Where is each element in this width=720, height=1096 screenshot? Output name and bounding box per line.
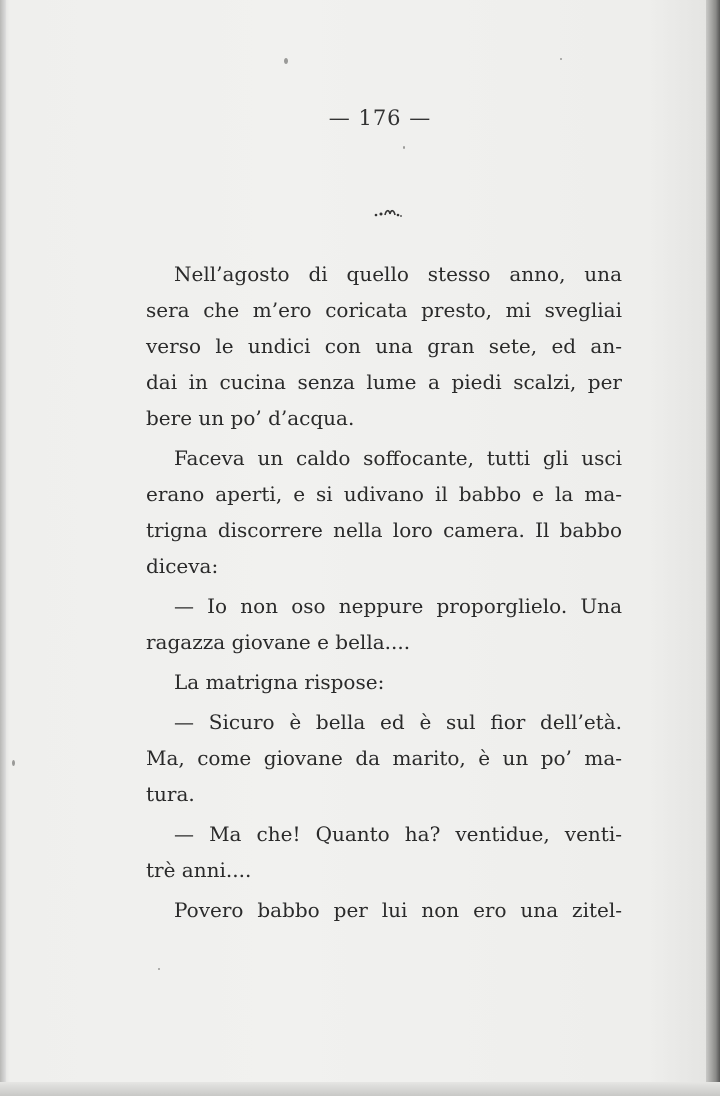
paper-speck: [158, 968, 160, 970]
paper-speck: [284, 58, 288, 64]
body-text: [146, 256, 622, 928]
text-line: trè anni....: [146, 858, 252, 882]
text-line: ragazza giovane e bella....: [146, 630, 411, 654]
page-right-edge: [706, 0, 720, 1096]
text-line: Nell’agosto di quello stesso anno, una: [174, 262, 622, 286]
ornament-icon: [373, 206, 403, 220]
text-line: dai in cucina senza lume a piedi scalzi, per: [146, 370, 622, 394]
text-line: — Io non oso neppure proporglielo. Una: [174, 594, 622, 618]
paper-speck: [12, 760, 15, 766]
page-left-edge: [0, 0, 6, 1096]
text-line: Povero babbo per lui non ero una zitel-: [174, 898, 622, 922]
text-line: verso le undici con una gran sete, ed an-: [146, 334, 622, 358]
text-line: La matrigna rispose:: [174, 670, 385, 694]
text-line: bere un po’ d’acqua.: [146, 406, 355, 430]
paper-speck: [560, 58, 562, 60]
text-line: diceva:: [146, 554, 219, 578]
paper-speck: [403, 146, 405, 149]
text-line: trigna discorrere nella loro camera. Il babbo: [146, 518, 622, 542]
text-line: erano aperti, e si udivano il babbo e la ma-: [146, 482, 622, 506]
text-line: Ma, come giovane da marito, è un po’ ma-: [146, 746, 622, 770]
text-line: — Ma che! Quanto ha? ventidue, venti-: [174, 822, 622, 846]
text-line: tura.: [146, 782, 195, 806]
text-line: sera che m’ero coricata presto, mi svegliai: [146, 298, 622, 322]
page-bottom-edge: [0, 1082, 720, 1096]
text-line: — Sicuro è bella ed è sul fior dell’età.: [174, 710, 622, 734]
text-line: Faceva un caldo soffocante, tutti gli usci: [174, 446, 622, 470]
page-number: — 176 —: [328, 106, 432, 130]
